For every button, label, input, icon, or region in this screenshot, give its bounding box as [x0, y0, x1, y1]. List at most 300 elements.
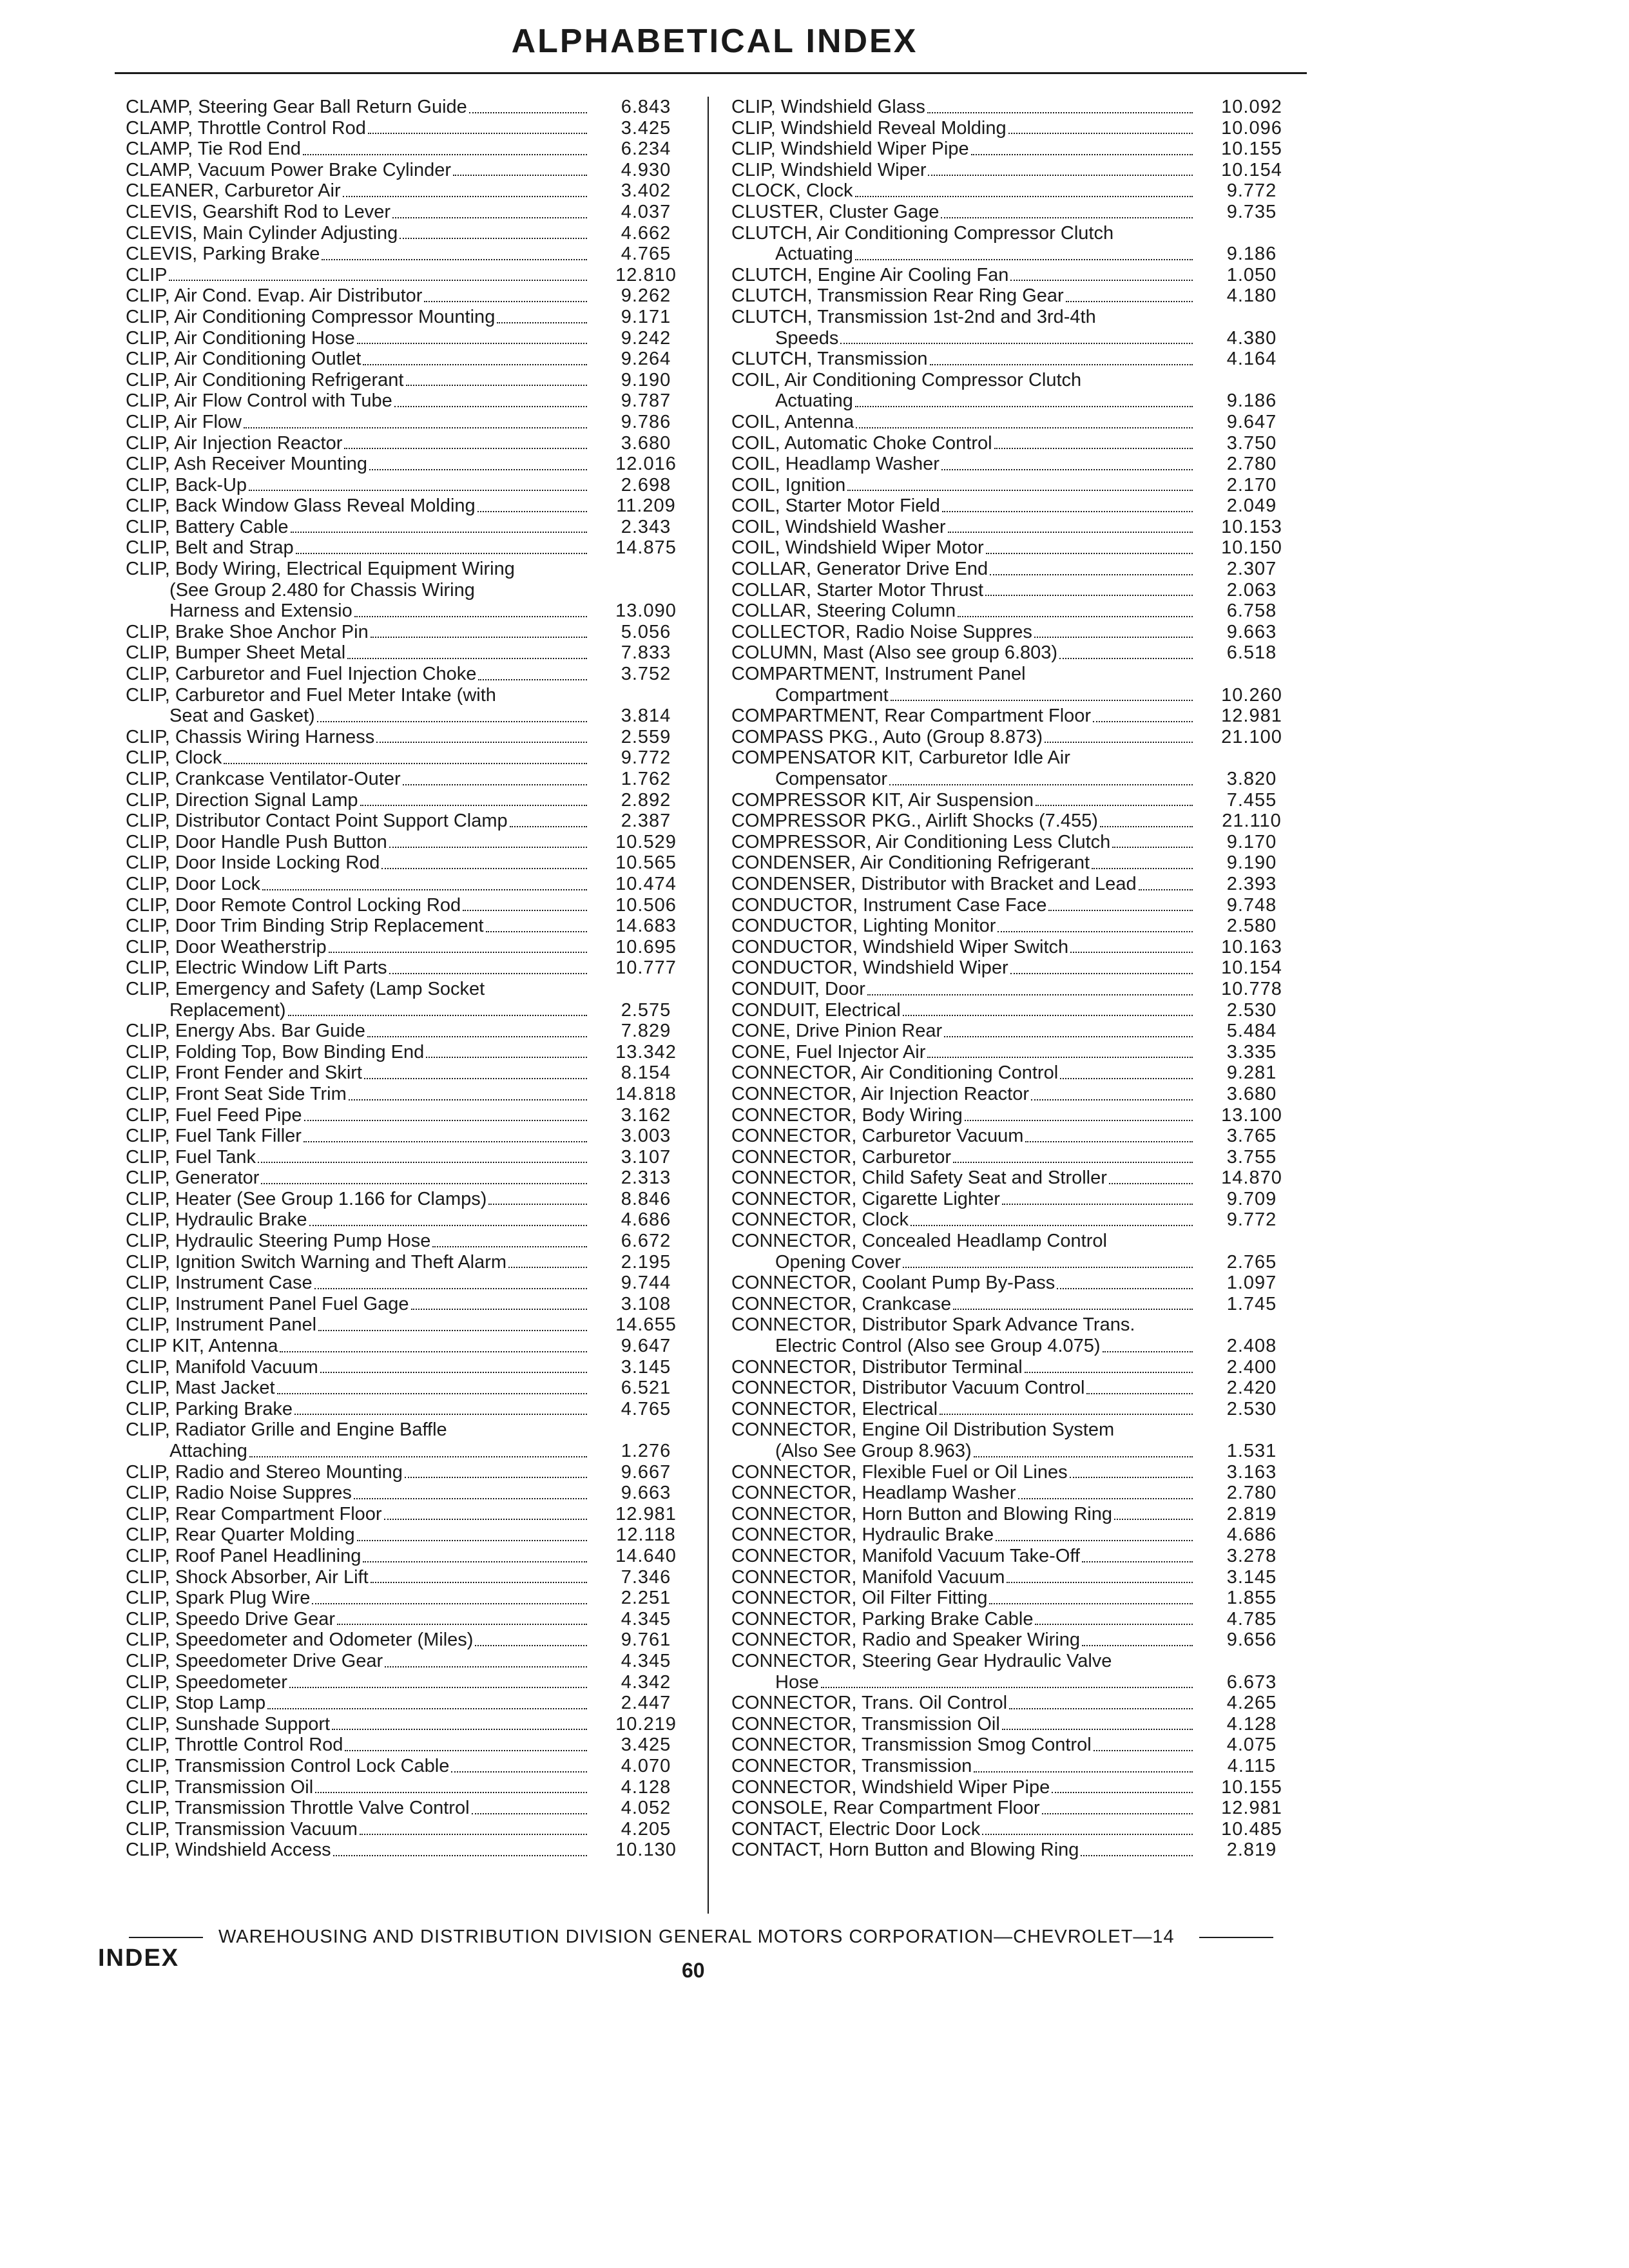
index-entry — [731, 1399, 1308, 1420]
index-entry — [731, 1126, 1308, 1147]
entry-text: COMPASS PKG., Auto (Group 8.873) — [731, 726, 1043, 747]
entry-description — [126, 1273, 590, 1294]
leader-dots — [1086, 1393, 1193, 1394]
leader-dots — [406, 385, 588, 386]
group-reference: 6.672 — [621, 1231, 671, 1252]
leader-dots — [304, 1141, 587, 1142]
index-entry — [126, 832, 702, 853]
entry-description — [731, 139, 1195, 160]
entry-description — [731, 1693, 1195, 1714]
leader-dots — [385, 1666, 587, 1667]
entry-description — [731, 517, 1195, 538]
index-entry — [731, 1042, 1308, 1063]
entry-text: CLIP, Stop Lamp — [126, 1693, 266, 1714]
entry-description — [731, 454, 1195, 475]
entry-text: Speeds — [775, 327, 839, 349]
entry-description — [126, 1252, 590, 1273]
entry-description — [126, 1504, 590, 1525]
leader-dots — [1052, 1792, 1193, 1793]
entry-text: CLIP, Air Injection Reactor — [126, 432, 343, 454]
index-entry — [126, 559, 702, 622]
entry-text: CLIP, Emergency and Safety (Lamp Socket — [126, 978, 485, 999]
entry-description — [126, 1609, 590, 1630]
leader-dots — [371, 1582, 587, 1583]
leader-dots — [1114, 1519, 1193, 1520]
leader-dots — [303, 154, 587, 155]
index-entry — [731, 979, 1308, 1000]
entry-text: CONDUCTOR, Windshield Wiper Switch — [731, 936, 1069, 957]
group-reference: 3.750 — [1226, 432, 1277, 454]
index-entry — [731, 664, 1308, 706]
index-entry — [126, 1126, 702, 1147]
group-reference: 13.342 — [615, 1041, 677, 1062]
entry-description — [731, 642, 1195, 664]
entry-description — [126, 1735, 590, 1756]
entry-text: Seat and Gasket) — [169, 706, 315, 727]
index-entry — [126, 747, 702, 769]
group-reference: 2.195 — [621, 1251, 671, 1273]
index-entry — [731, 790, 1308, 811]
entry-text: CONNECTOR, Steering Gear Hydraulic Valve — [731, 1650, 1112, 1671]
entry-description — [731, 1084, 1195, 1105]
group-reference: 13.090 — [615, 601, 677, 622]
footer-text: WAREHOUSING AND DISTRIBUTION DIVISION GENERAL MOTORS CORPORATION—CHEVROLET—14 — [218, 1927, 1175, 1947]
group-reference: 2.575 — [621, 999, 671, 1021]
group-reference: 2.170 — [1226, 474, 1277, 495]
entry-text: CLIP — [126, 264, 168, 285]
leader-dots — [280, 1351, 587, 1352]
entry-description — [126, 118, 590, 139]
index-entry — [731, 537, 1308, 559]
entry-text: CONNECTOR, Crankcase — [731, 1293, 952, 1314]
index-entry — [126, 495, 702, 517]
entry-text: CLIP, Speedometer and Odometer (Miles) — [126, 1629, 474, 1651]
entry-description — [126, 1588, 590, 1609]
leader-dots — [927, 112, 1193, 113]
leader-dots — [1035, 1624, 1193, 1625]
entry-description — [126, 1357, 590, 1378]
index-entry — [126, 1252, 702, 1273]
index-entry — [126, 223, 702, 244]
group-reference: 4.686 — [1226, 1524, 1277, 1546]
entry-text: CLAMP, Tie Rod End — [126, 139, 301, 160]
leader-dots — [426, 1057, 587, 1058]
entry-text: CLIP, Fuel Feed Pipe — [126, 1104, 302, 1126]
entry-text: Actuating — [775, 390, 853, 412]
entry-description — [126, 852, 590, 874]
entry-description — [731, 790, 1195, 811]
entry-description — [731, 1042, 1195, 1063]
index-entry — [126, 1651, 702, 1672]
entry-text: CONNECTOR, Carburetor Vacuum — [731, 1126, 1024, 1147]
entry-text: CLIP, Air Cond. Evap. Air Distributor — [126, 285, 423, 307]
index-entry — [731, 601, 1308, 622]
entry-description — [731, 1777, 1195, 1798]
entry-text: CLIP, Windshield Wiper — [731, 159, 927, 180]
group-reference: 3.162 — [621, 1104, 671, 1126]
leader-dots — [891, 700, 1193, 701]
index-entry — [126, 769, 702, 790]
entry-text: CLIP KIT, Antenna — [126, 1336, 278, 1357]
entry-description — [731, 957, 1195, 979]
group-reference: 6.758 — [1226, 601, 1277, 622]
entry-text: CONNECTOR, Parking Brake Cable — [731, 1608, 1034, 1629]
entry-description — [731, 495, 1195, 517]
group-reference: 7.346 — [621, 1566, 671, 1588]
index-column-left — [126, 97, 702, 1861]
group-reference: 3.402 — [621, 180, 671, 202]
group-reference: 9.262 — [621, 285, 671, 307]
entry-text: CLIP, Door Trim Binding Strip Replacement — [126, 916, 484, 937]
entry-text: CONTACT, Electric Door Lock — [731, 1818, 981, 1840]
entry-description — [126, 223, 590, 244]
index-entry — [731, 1147, 1308, 1168]
entry-text: COMPRESSOR, Air Conditioning Less Clutch — [731, 831, 1111, 852]
index-entry — [126, 1756, 702, 1777]
entry-text: CONNECTOR, Child Safety Seat and Stroller — [731, 1168, 1107, 1189]
entry-text: CONNECTOR, Flexible Fuel or Oil Lines — [731, 1461, 1068, 1483]
entry-text: CLIP, Body Wiring, Electrical Equipment Wiring — [126, 559, 515, 580]
entry-description — [731, 433, 1195, 454]
index-entry — [731, 180, 1308, 202]
group-reference: 6.843 — [621, 97, 671, 117]
index-entry — [126, 727, 702, 748]
group-reference: 14.875 — [615, 537, 677, 559]
index-entry — [731, 97, 1308, 118]
entry-text: Opening Cover — [775, 1251, 901, 1273]
group-reference: 4.180 — [1226, 285, 1277, 307]
entry-description — [126, 1840, 590, 1861]
leader-dots — [1045, 742, 1193, 743]
entry-description — [126, 1651, 590, 1672]
index-entry — [126, 475, 702, 496]
leader-dots — [1025, 1141, 1193, 1142]
entry-text: CONNECTOR, Transmission Oil — [731, 1713, 1000, 1735]
entry-description — [731, 1314, 1195, 1356]
index-entry — [126, 1714, 702, 1735]
leader-dots — [840, 343, 1193, 344]
entry-description — [731, 370, 1195, 412]
leader-dots — [889, 784, 1193, 785]
entry-text: COLUMN, Mast (Also see group 6.803) — [731, 642, 1058, 664]
group-reference: 12.016 — [615, 454, 677, 475]
entry-description — [126, 1147, 590, 1168]
entry-text: CLIP, Speedo Drive Gear — [126, 1608, 336, 1629]
index-entry — [731, 1294, 1308, 1315]
entry-description — [126, 790, 590, 811]
entry-text: CLIP, Door Weatherstrip — [126, 936, 327, 957]
leader-dots — [363, 364, 587, 365]
entry-description — [731, 1273, 1195, 1294]
leader-dots — [369, 469, 587, 470]
entry-text: CONNECTOR, Distributor Terminal — [731, 1356, 1023, 1378]
entry-text: CLUTCH, Air Conditioning Compressor Clutch — [731, 222, 1114, 244]
index-entry — [126, 537, 702, 559]
group-reference: 4.345 — [621, 1650, 671, 1671]
index-entry — [731, 1189, 1308, 1210]
entry-text: Compartment — [775, 684, 889, 706]
entry-description — [126, 727, 590, 748]
entry-description — [126, 769, 590, 790]
entry-text: Attaching — [169, 1441, 247, 1461]
leader-dots — [1048, 910, 1193, 911]
index-entry — [731, 642, 1308, 664]
entry-text: CLOCK, Clock — [731, 180, 853, 202]
group-reference: 10.529 — [615, 831, 677, 852]
leader-dots — [451, 1771, 587, 1773]
entry-text: CONNECTOR, Engine Oil Distribution System — [731, 1419, 1115, 1441]
entry-description — [731, 1651, 1195, 1693]
leader-dots — [312, 1603, 587, 1604]
entry-text: CLIP, Ignition Switch Warning and Theft Alarm — [126, 1251, 507, 1273]
group-reference: 4.342 — [621, 1671, 671, 1693]
leader-dots — [332, 1729, 587, 1730]
leader-dots — [942, 511, 1193, 512]
leader-dots — [1036, 805, 1193, 806]
index-entry — [126, 1567, 702, 1588]
entry-description — [731, 1524, 1195, 1546]
index-entry — [126, 1294, 702, 1315]
entry-text: CLIP, Air Conditioning Compressor Mounting — [126, 306, 496, 327]
entry-text: CLIP, Front Seat Side Trim — [126, 1083, 347, 1104]
index-entry — [126, 285, 702, 307]
index-entry — [731, 1629, 1308, 1651]
entry-text: CLIP, Door Remote Control Locking Rod — [126, 894, 461, 916]
group-reference: 4.785 — [1226, 1608, 1277, 1629]
leader-dots — [475, 1645, 587, 1646]
entry-description — [731, 559, 1195, 580]
group-reference: 3.755 — [1226, 1146, 1277, 1168]
group-reference: 2.530 — [1226, 999, 1277, 1021]
title-rule — [115, 72, 1307, 74]
group-reference: 5.484 — [1226, 1021, 1277, 1042]
group-reference: 2.313 — [621, 1168, 671, 1189]
group-reference: 6.234 — [621, 139, 671, 160]
entry-description — [731, 202, 1195, 223]
index-entry — [731, 1609, 1308, 1630]
group-reference: 10.154 — [1221, 957, 1282, 979]
entry-text: CONNECTOR, Body Wiring — [731, 1104, 963, 1126]
group-reference: 9.786 — [621, 411, 671, 432]
entry-text: CONNECTOR, Distributor Vacuum Control — [731, 1378, 1085, 1399]
entry-text: COLLAR, Steering Column — [731, 601, 956, 622]
index-entry — [126, 1314, 702, 1336]
entry-description — [731, 1609, 1195, 1630]
leader-dots — [941, 217, 1193, 218]
leader-dots — [1007, 1582, 1193, 1583]
index-entry — [126, 1798, 702, 1819]
entry-text: CLIP, Windshield Wiper Pipe — [731, 139, 969, 160]
leader-dots — [953, 1162, 1193, 1163]
leader-dots — [990, 574, 1193, 575]
index-entry — [126, 937, 702, 958]
entry-description — [126, 1105, 590, 1126]
leader-dots — [381, 868, 587, 869]
entry-description — [126, 916, 590, 937]
entry-description — [126, 1294, 590, 1315]
entry-text: CLIP, Brake Shoe Anchor Pin — [126, 621, 369, 642]
group-reference: 12.981 — [615, 1503, 677, 1524]
entry-text: COIL, Antenna — [731, 411, 854, 432]
leader-dots — [953, 1309, 1193, 1310]
index-entry — [731, 1693, 1308, 1714]
leader-dots — [1060, 1078, 1193, 1079]
leader-dots — [304, 1120, 587, 1121]
leader-dots — [294, 1414, 587, 1415]
entry-description — [126, 1189, 590, 1210]
leader-dots — [344, 448, 587, 449]
entry-description — [126, 622, 590, 643]
group-reference: 3.108 — [621, 1293, 671, 1314]
group-reference: 9.170 — [1226, 831, 1277, 852]
group-reference: 9.663 — [621, 1483, 671, 1504]
entry-text: CLUTCH, Engine Air Cooling Fan — [731, 264, 1009, 285]
index-entry — [731, 706, 1308, 727]
footer — [129, 1927, 1308, 1948]
leader-dots — [314, 1288, 587, 1289]
group-reference: 9.190 — [621, 369, 671, 390]
leader-dots — [940, 1414, 1193, 1415]
leader-dots — [510, 826, 587, 827]
group-reference: 4.345 — [621, 1608, 671, 1629]
index-entry — [731, 1357, 1308, 1378]
group-reference: 8.154 — [621, 1062, 671, 1084]
entry-description — [731, 622, 1195, 643]
entry-description — [731, 118, 1195, 139]
leader-dots — [262, 889, 587, 890]
entry-text: Compensator — [775, 769, 888, 789]
entry-description — [731, 1147, 1195, 1168]
leader-dots — [994, 448, 1193, 449]
group-reference: 21.110 — [1222, 811, 1282, 832]
entry-text: COIL, Ignition — [731, 474, 846, 495]
entry-text: CLIP, Direction Signal Lamp — [126, 789, 358, 811]
entry-text: CLIP, Transmission Vacuum — [126, 1818, 358, 1840]
entry-description — [731, 747, 1195, 789]
leader-dots — [1100, 826, 1193, 827]
entry-text: CONSOLE, Rear Compartment Floor — [731, 1798, 1040, 1819]
index-entry — [126, 1273, 702, 1294]
group-reference: 7.455 — [1226, 789, 1277, 811]
group-reference: 9.735 — [1226, 201, 1277, 222]
entry-description — [731, 937, 1195, 958]
entry-description — [126, 1062, 590, 1084]
group-reference: 4.115 — [1227, 1755, 1277, 1776]
footer-rule-left — [129, 1937, 203, 1938]
entry-description — [126, 390, 590, 412]
leader-dots — [403, 784, 587, 785]
index-entry — [731, 1714, 1308, 1735]
index-entry — [731, 727, 1308, 748]
entry-description — [126, 937, 590, 958]
entry-description — [731, 160, 1195, 181]
index-entry — [731, 1168, 1308, 1189]
entry-description — [126, 1567, 590, 1588]
entry-text: CLUTCH, Transmission Rear Ring Gear — [731, 285, 1064, 307]
entry-text: CLIP, Radio and Stereo Mounting — [126, 1461, 403, 1483]
index-entry — [126, 265, 702, 286]
index-entry — [126, 1546, 702, 1567]
entry-text: COMPRESSOR PKG., Airlift Shocks (7.455) — [731, 811, 1098, 832]
index-entry — [126, 1462, 702, 1483]
group-reference: 2.393 — [1226, 873, 1277, 894]
index-entry — [126, 1693, 702, 1714]
group-reference: 2.251 — [621, 1588, 671, 1609]
group-reference: 2.819 — [1226, 1503, 1277, 1524]
entry-text: COIL, Starter Motor Field — [731, 495, 940, 517]
index-entry — [126, 957, 702, 979]
entry-description — [126, 537, 590, 559]
index-entry — [126, 1588, 702, 1609]
group-reference: 4.128 — [1226, 1713, 1277, 1735]
entry-text: Actuating — [775, 244, 853, 265]
group-reference: 8.846 — [621, 1188, 671, 1209]
leader-dots — [384, 1519, 587, 1520]
group-reference: 10.155 — [1221, 139, 1282, 160]
entry-description — [731, 307, 1195, 349]
group-reference: 3.163 — [1226, 1461, 1277, 1483]
leader-dots — [347, 658, 587, 659]
entry-description — [126, 979, 590, 1021]
entry-text: CLIP, Rear Compartment Floor — [126, 1503, 382, 1524]
group-reference: 2.559 — [621, 726, 671, 747]
index-entry — [126, 874, 702, 895]
group-reference: 9.242 — [621, 327, 671, 349]
entry-description — [731, 916, 1195, 937]
entry-text: CLIP, Front Fender and Skirt — [126, 1062, 362, 1084]
index-entry — [731, 223, 1308, 265]
leader-dots — [329, 952, 587, 953]
group-reference: 1.050 — [1226, 264, 1277, 285]
entry-text: CLAMP, Throttle Control Rod — [126, 117, 366, 139]
entry-text: CLIP, Transmission Throttle Valve Control — [126, 1798, 470, 1819]
leader-dots — [821, 1687, 1193, 1688]
entry-text: CLIP, Distributor Contact Point Support Clamp — [126, 811, 508, 832]
index-column-right — [731, 97, 1308, 1861]
entry-text: CLIP, Windshield Glass — [731, 97, 925, 117]
entry-description — [731, 1021, 1195, 1042]
entry-description — [126, 1693, 590, 1714]
group-reference: 9.663 — [1226, 621, 1277, 642]
index-entry — [126, 517, 702, 538]
group-reference: 4.265 — [1226, 1693, 1277, 1714]
group-reference: 2.765 — [1226, 1251, 1277, 1273]
entry-description — [126, 285, 590, 307]
index-entry — [731, 285, 1308, 307]
entry-description — [126, 1777, 590, 1798]
group-reference: 10.777 — [615, 957, 677, 979]
index-entry — [731, 433, 1308, 454]
index-entry — [731, 265, 1308, 286]
entry-description — [731, 1189, 1195, 1210]
column-divider — [708, 97, 709, 1914]
entry-text: CLEVIS, Parking Brake — [126, 244, 320, 265]
entry-text: CLIP, Manifold Vacuum — [126, 1356, 318, 1378]
index-entry — [731, 1524, 1308, 1546]
entry-description — [126, 685, 590, 727]
entry-description — [731, 265, 1195, 286]
leader-dots — [363, 1561, 587, 1562]
leader-dots — [345, 1750, 587, 1751]
leader-dots — [928, 175, 1193, 176]
entry-text: CONDUIT, Electrical — [731, 999, 901, 1021]
entry-description — [126, 1336, 590, 1357]
index-entry — [126, 979, 702, 1021]
entry-description — [731, 706, 1195, 727]
entry-text: CLIP, Hydraulic Brake — [126, 1209, 307, 1231]
entry-text: CONDUCTOR, Lighting Monitor — [731, 916, 996, 937]
entry-description — [731, 895, 1195, 916]
